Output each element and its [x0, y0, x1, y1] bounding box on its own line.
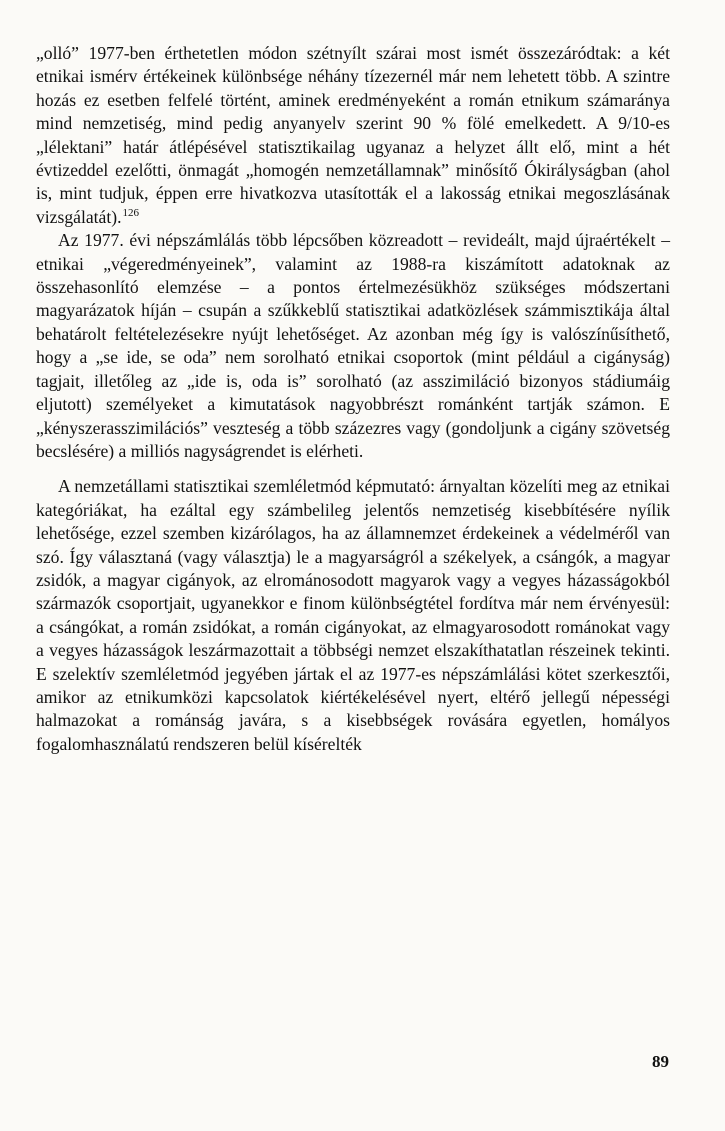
paragraph-1 [36, 42, 670, 229]
page-number: 89 [652, 1052, 669, 1071]
paragraph-1-text: „olló” 1977-ben érthetetlen módon szétnyílt szárai most ismét összezáródtak: a két etnikai ismérv értékeinek különbsége néhány tízezernél már nem lehetett több. A szintre hozás ez esetben felfelé történt, aminek eredményeként a román etnikum számaránya mind nemzetiség, mind pedig anyanyelv szerint 90 % fölé emelkedett. A 9/10-es „lélektani” határ átlépésével statisztikailag ugyanaz a helyzet állt elő, mint a hét évtizeddel ezelőtti, önmagát „homogén nemzetállamnak” minősítő Ókirályságban (ahol is, mint tudjuk, éppen erre hivatkozva utasították el a lakosság etnikai megoszlásának vizsgálatát). [36, 43, 670, 227]
paragraph-2: Az 1977. évi népszámlálás több lépcsőben közreadott – revideált, majd újraértékelt – etnikai „végeredményeinek”, valamint az 1988-ra kiszámított adatoknak az összehasonlító elemzése – a pontos értelmezésükhöz szükséges módszertani magyarázatok híján – csupán a szűkkeblű statisztikai adatközlések számmisztikája által behatárolt feltételezésekre nyújt lehetőséget. Az azonban még így is valószínűsíthető, hogy a „se ide, se oda” nem sorolható etnikai csoportok (mint például a cigányság) tagjait, illetőleg az „ide is, oda is” sorolható (az asszimiláció bizonyos stádiumáig eljutott) személyeket a kimutatások nagyobbrészt románként tartják számon. E „kényszerasszimilációs” veszteség a több százezres vagy (gondoljunk a cigány szövetség becslésére) a milliós nagyságrendet is elérheti. [36, 230, 670, 461]
paragraph-3: A nemzetállami statisztikai szemléletmód képmutató: árnyaltan közelíti meg az etnikai kategóriákat, ha ezáltal egy számbelileg jelentős nemzetiség kisebbítésére nyílik lehetősége, ezzel szemben kizárólagos, ha az államnemzet érdekeinek a védelméről van szó. Így választaná (vagy választja) le a magyarságról a székelyek, a csángók, a magyar zsidók, a magyar cigányok, az elrománosodott magyarok vagy a vegyes házasságokból származók csoportjait, ugyanekkor e finom különbségtétel fordítva már nem érvényesül: a csángókat, a román zsidókat, a román cigányokat, az elmagyarosodott románokat vagy a vegyes házasságok leszármazottait a többségi nemzet elszakíthatatlan részeinek tekinti. E szelektív szemléletmód jegyében jártak el az 1977-es népszámlálási kötet szerkesztői, amikor az etnikumközi kapcsolatok kiértékelésével nyert, eltérő jellegű népességi halmazokat a románság javára, s a kisebbségek rovására egyetlen, homályos fogalomhasználatú rendszeren belül kísérelték [36, 476, 670, 754]
page-body [36, 42, 670, 756]
footnote-marker: 126 [122, 206, 139, 219]
